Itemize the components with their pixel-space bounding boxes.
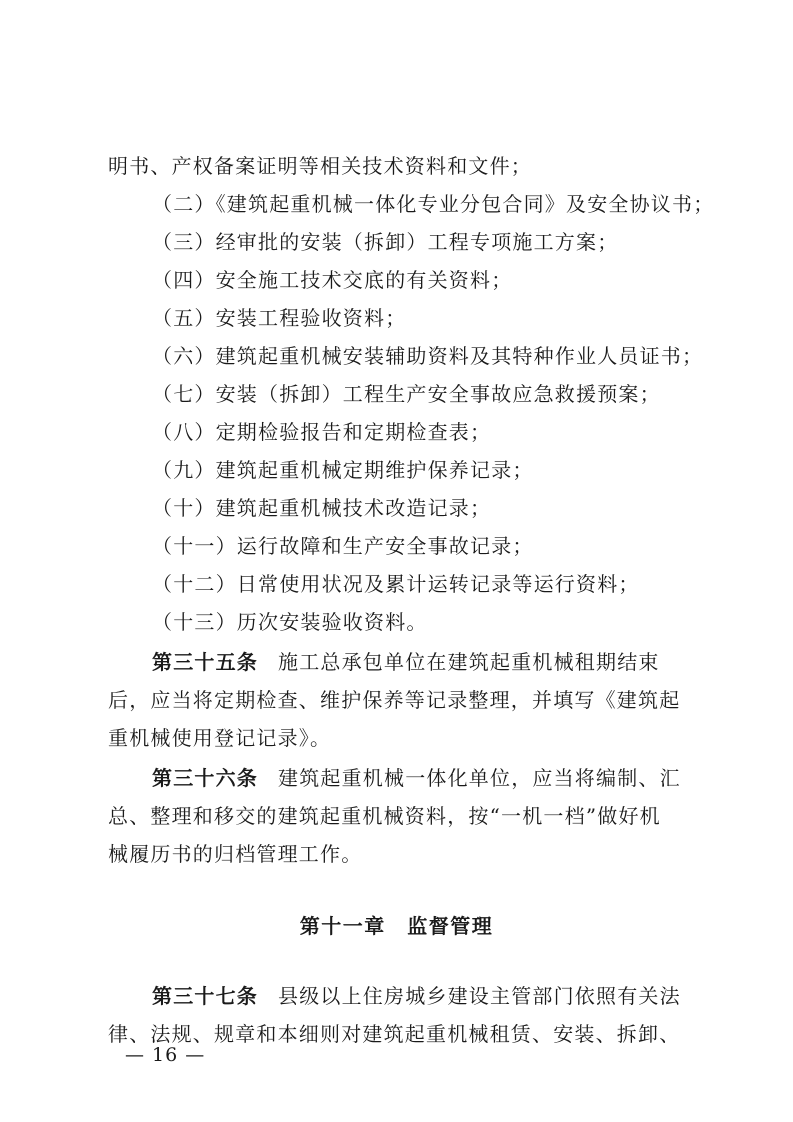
article-37-line-1: [152, 982, 681, 1010]
list-item: （十三）历次安装验收资料。: [152, 610, 428, 634]
text-line: 明书、产权备案证明等相关技术资料和文件；: [108, 154, 532, 178]
article-35-text: 施工总承包单位在建筑起重机械租期结束: [278, 650, 660, 674]
article-35-line-3: 重机械使用登记记录》。: [108, 726, 332, 750]
list-item: （三）经审批的安装（拆卸）工程专项施工方案；: [152, 230, 619, 254]
list-item: （七）安装（拆卸）工程生产安全事故应急救援预案；: [152, 382, 661, 406]
list-item: （六）建筑起重机械安装辅助资料及其特种作业人员证书；: [152, 344, 704, 368]
article-35-line-2: 后，应当将定期检查、维护保养等记录整理，并填写《建筑起: [108, 688, 681, 712]
article-35-line-1: [152, 648, 660, 676]
list-item: （二）《建筑起重机械一体化专业分包合同》及安全协议书；: [152, 192, 715, 216]
chapter-heading: 第十一章 监督管理: [299, 914, 494, 938]
list-item: （十）建筑起重机械技术改造记录；: [152, 496, 492, 520]
article-35-label: 第三十五条: [152, 650, 258, 674]
article-36-text: 建筑起重机械一体化单位，应当将编制、汇: [278, 766, 681, 790]
article-36-line-1: [152, 764, 681, 792]
article-36-label: 第三十六条: [152, 766, 258, 790]
list-item: （十一）运行故障和生产安全事故记录；: [152, 534, 534, 558]
list-item: （九）建筑起重机械定期维护保养记录；: [152, 458, 534, 482]
list-item: （八）定期检验报告和定期检查表；: [152, 420, 492, 444]
page-number: — 16 —: [125, 1044, 206, 1066]
list-item: （四）安全施工技术交底的有关资料；: [152, 268, 513, 292]
list-item: （十二）日常使用状况及累计运转记录等运行资料；: [152, 572, 640, 596]
list-item: （五）安装工程验收资料；: [152, 306, 407, 330]
article-37-text: 县级以上住房城乡建设主管部门依照有关法: [278, 984, 681, 1008]
article-37-label: 第三十七条: [152, 984, 258, 1008]
article-36-line-2: 总、整理和移交的建筑起重机械资料，按“一机一档”做好机: [108, 804, 661, 828]
article-37-line-2: 律、法规、规章和本细则对建筑起重机械租赁、安装、拆卸、: [108, 1022, 681, 1046]
article-36-line-3: 械履历书的归档管理工作。: [108, 842, 363, 866]
